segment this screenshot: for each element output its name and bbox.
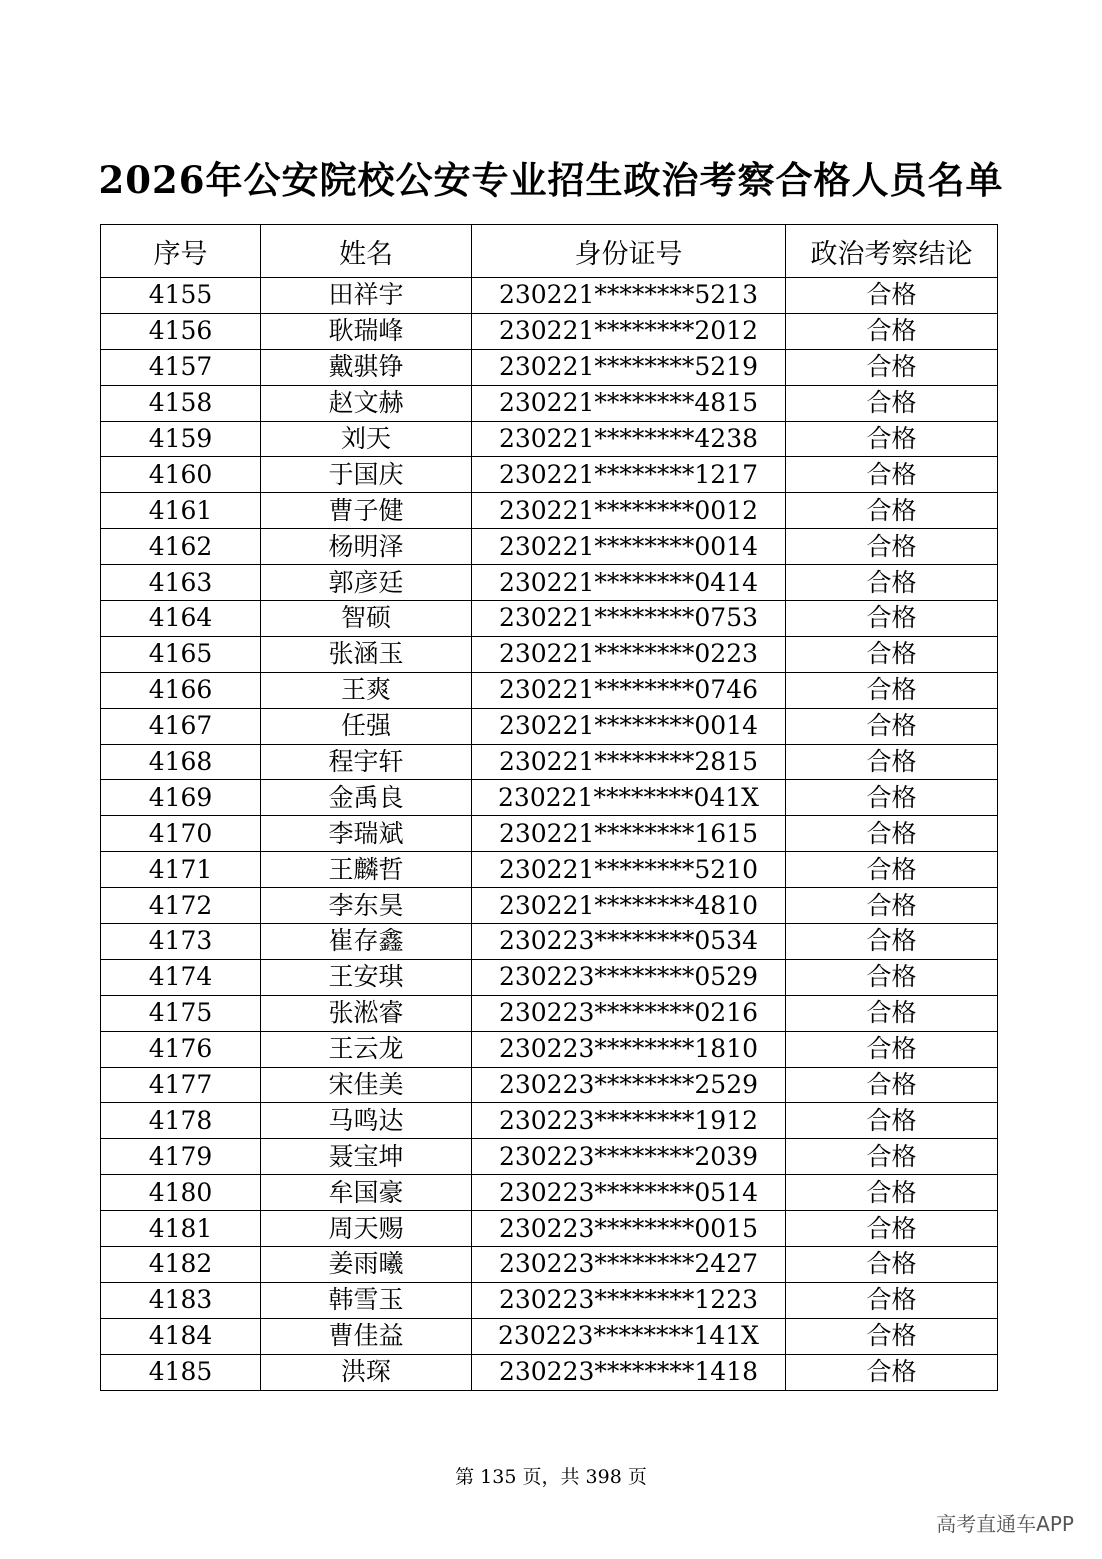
cell-conclusion: 合格 (786, 457, 998, 493)
cell-id-number: 230221********0012 (472, 493, 786, 529)
table-row (101, 349, 998, 385)
table-row (101, 888, 998, 924)
cell-id-number: 230223********1223 (472, 1282, 786, 1318)
cell-name: 姜雨曦 (261, 1247, 472, 1283)
cell-name: 崔存鑫 (261, 924, 472, 960)
cell-conclusion: 合格 (786, 565, 998, 601)
cell-conclusion: 合格 (786, 493, 998, 529)
cell-id-number: 230223********2427 (472, 1247, 786, 1283)
cell-id-number: 230221********5219 (472, 349, 786, 385)
cell-conclusion: 合格 (786, 959, 998, 995)
cell-id-number: 230223********0015 (472, 1211, 786, 1247)
cell-name: 王麟哲 (261, 852, 472, 888)
cell-conclusion: 合格 (786, 852, 998, 888)
cell-name: 牟国豪 (261, 1175, 472, 1211)
table-row (101, 1318, 998, 1354)
cell-conclusion: 合格 (786, 278, 998, 314)
cell-name: 王爽 (261, 672, 472, 708)
cell-conclusion: 合格 (786, 1139, 998, 1175)
cell-conclusion: 合格 (786, 385, 998, 421)
cell-conclusion: 合格 (786, 924, 998, 960)
cell-conclusion: 合格 (786, 1211, 998, 1247)
table-row (101, 1282, 998, 1318)
table-row (101, 744, 998, 780)
cell-id-number: 230223********141X (472, 1318, 786, 1354)
table-row (101, 636, 998, 672)
cell-serial: 4173 (101, 924, 261, 960)
cell-name: 戴骐铮 (261, 349, 472, 385)
cell-name: 聂宝坤 (261, 1139, 472, 1175)
cell-name: 张涵玉 (261, 636, 472, 672)
cell-serial: 4185 (101, 1354, 261, 1390)
cell-name: 马鸣达 (261, 1103, 472, 1139)
cell-id-number: 230221********4810 (472, 888, 786, 924)
cell-conclusion: 合格 (786, 1354, 998, 1390)
cell-serial: 4164 (101, 601, 261, 637)
cell-serial: 4178 (101, 1103, 261, 1139)
cell-name: 宋佳美 (261, 1067, 472, 1103)
table-row (101, 852, 998, 888)
table-row (101, 1354, 998, 1390)
header-name: 姓名 (261, 225, 472, 278)
cell-id-number: 230221********4238 (472, 421, 786, 457)
cell-id-number: 230221********0014 (472, 529, 786, 565)
cell-name: 张淞睿 (261, 995, 472, 1031)
cell-name: 耿瑞峰 (261, 313, 472, 349)
cell-conclusion: 合格 (786, 1175, 998, 1211)
cell-serial: 4161 (101, 493, 261, 529)
cell-serial: 4165 (101, 636, 261, 672)
table-row (101, 708, 998, 744)
cell-conclusion: 合格 (786, 601, 998, 637)
cell-serial: 4175 (101, 995, 261, 1031)
table-row (101, 672, 998, 708)
cell-serial: 4156 (101, 313, 261, 349)
cell-serial: 4172 (101, 888, 261, 924)
table-row (101, 457, 998, 493)
header-id-number: 身份证号 (472, 225, 786, 278)
cell-id-number: 230223********0534 (472, 924, 786, 960)
table-row (101, 278, 998, 314)
cell-name: 刘天 (261, 421, 472, 457)
cell-serial: 4171 (101, 852, 261, 888)
page-number: 第 135 页，共 398 页 (455, 1466, 647, 1488)
table-body (101, 278, 998, 1391)
cell-name: 李东昊 (261, 888, 472, 924)
cell-serial: 4180 (101, 1175, 261, 1211)
cell-serial: 4174 (101, 959, 261, 995)
cell-serial: 4160 (101, 457, 261, 493)
cell-name: 李瑞斌 (261, 816, 472, 852)
table-row (101, 995, 998, 1031)
cell-conclusion: 合格 (786, 636, 998, 672)
cell-conclusion: 合格 (786, 672, 998, 708)
cell-id-number: 230221********2815 (472, 744, 786, 780)
table-row (101, 385, 998, 421)
page-title: 2026年公安院校公安专业招生政治考察合格人员名单 (98, 158, 1004, 202)
cell-id-number: 230223********0216 (472, 995, 786, 1031)
header-conclusion: 政治考察结论 (786, 225, 998, 278)
cell-conclusion: 合格 (786, 529, 998, 565)
cell-conclusion: 合格 (786, 349, 998, 385)
table-row (101, 1247, 998, 1283)
cell-serial: 4181 (101, 1211, 261, 1247)
cell-name: 金禹良 (261, 780, 472, 816)
table-row (101, 1103, 998, 1139)
cell-id-number: 230223********0529 (472, 959, 786, 995)
cell-name: 程宇轩 (261, 744, 472, 780)
cell-name: 王云龙 (261, 1031, 472, 1067)
table-row (101, 1031, 998, 1067)
cell-id-number: 230223********1418 (472, 1354, 786, 1390)
cell-name: 任强 (261, 708, 472, 744)
cell-conclusion: 合格 (786, 1031, 998, 1067)
cell-serial: 4157 (101, 349, 261, 385)
cell-serial: 4182 (101, 1247, 261, 1283)
cell-name: 王安琪 (261, 959, 472, 995)
cell-name: 曹子健 (261, 493, 472, 529)
table-row (101, 601, 998, 637)
cell-id-number: 230223********0514 (472, 1175, 786, 1211)
cell-name: 杨明泽 (261, 529, 472, 565)
cell-id-number: 230221********2012 (472, 313, 786, 349)
cell-name: 周天赐 (261, 1211, 472, 1247)
cell-serial: 4179 (101, 1139, 261, 1175)
table-row (101, 493, 998, 529)
cell-conclusion: 合格 (786, 1067, 998, 1103)
cell-serial: 4155 (101, 278, 261, 314)
cell-conclusion: 合格 (786, 708, 998, 744)
cell-conclusion: 合格 (786, 1103, 998, 1139)
cell-serial: 4168 (101, 744, 261, 780)
cell-name: 郭彦廷 (261, 565, 472, 601)
table-row (101, 565, 998, 601)
table-row (101, 313, 998, 349)
table-row (101, 421, 998, 457)
cell-id-number: 230221********0414 (472, 565, 786, 601)
cell-id-number: 230221********5210 (472, 852, 786, 888)
cell-serial: 4159 (101, 421, 261, 457)
table-row (101, 529, 998, 565)
table-row (101, 1175, 998, 1211)
cell-conclusion: 合格 (786, 744, 998, 780)
cell-name: 韩雪玉 (261, 1282, 472, 1318)
table-row (101, 1211, 998, 1247)
cell-name: 田祥宇 (261, 278, 472, 314)
cell-serial: 4183 (101, 1282, 261, 1318)
cell-conclusion: 合格 (786, 780, 998, 816)
cell-conclusion: 合格 (786, 421, 998, 457)
watermark: 高考直通车APP (936, 1512, 1074, 1536)
cell-id-number: 230221********1615 (472, 816, 786, 852)
cell-serial: 4170 (101, 816, 261, 852)
table-row (101, 924, 998, 960)
table-row (101, 1067, 998, 1103)
cell-id-number: 230221********0014 (472, 708, 786, 744)
cell-id-number: 230221********0223 (472, 636, 786, 672)
cell-conclusion: 合格 (786, 313, 998, 349)
cell-conclusion: 合格 (786, 995, 998, 1031)
cell-id-number: 230221********0746 (472, 672, 786, 708)
cell-name: 曹佳益 (261, 1318, 472, 1354)
cell-serial: 4184 (101, 1318, 261, 1354)
cell-serial: 4158 (101, 385, 261, 421)
header-serial: 序号 (101, 225, 261, 278)
cell-id-number: 230221********1217 (472, 457, 786, 493)
cell-serial: 4177 (101, 1067, 261, 1103)
roster-table (100, 224, 998, 1391)
table-row (101, 816, 998, 852)
cell-serial: 4162 (101, 529, 261, 565)
cell-name: 赵文赫 (261, 385, 472, 421)
cell-id-number: 230221********4815 (472, 385, 786, 421)
cell-conclusion: 合格 (786, 1247, 998, 1283)
cell-name: 于国庆 (261, 457, 472, 493)
cell-conclusion: 合格 (786, 888, 998, 924)
cell-name: 智硕 (261, 601, 472, 637)
cell-id-number: 230223********2529 (472, 1067, 786, 1103)
cell-id-number: 230221********5213 (472, 278, 786, 314)
cell-id-number: 230221********041X (472, 780, 786, 816)
cell-name: 洪琛 (261, 1354, 472, 1390)
cell-conclusion: 合格 (786, 1318, 998, 1354)
table-header-row (101, 225, 998, 278)
table-row (101, 959, 998, 995)
cell-id-number: 230221********0753 (472, 601, 786, 637)
cell-serial: 4169 (101, 780, 261, 816)
cell-id-number: 230223********2039 (472, 1139, 786, 1175)
cell-conclusion: 合格 (786, 816, 998, 852)
table-row (101, 780, 998, 816)
cell-serial: 4163 (101, 565, 261, 601)
cell-serial: 4166 (101, 672, 261, 708)
table-row (101, 1139, 998, 1175)
cell-id-number: 230223********1810 (472, 1031, 786, 1067)
cell-conclusion: 合格 (786, 1282, 998, 1318)
cell-serial: 4176 (101, 1031, 261, 1067)
cell-id-number: 230223********1912 (472, 1103, 786, 1139)
cell-serial: 4167 (101, 708, 261, 744)
